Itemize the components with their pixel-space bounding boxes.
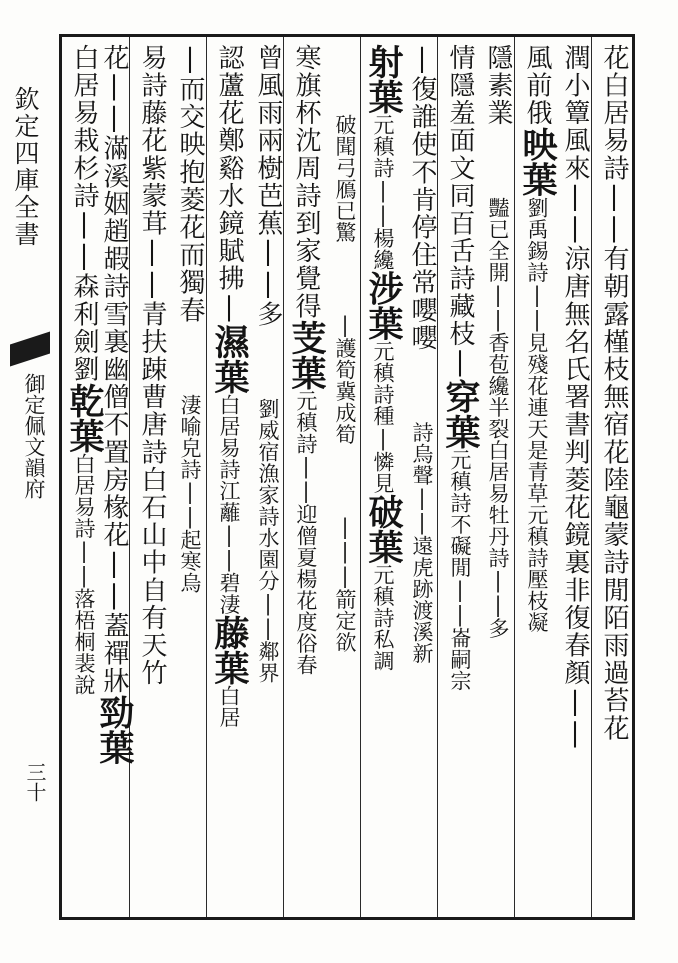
text-run: 潤小簟風來||涼唐無名氏署書判菱花鏡裏非復春顏||: [560, 44, 590, 750]
text-column-10: [248, 44, 288, 914]
text-run: 曾風雨兩樹芭蕉||多: [253, 44, 283, 328]
text-run: 隱素業: [483, 44, 513, 127]
commentary-run: 淒喻皃詩||起寒烏: [178, 394, 202, 594]
book-title: 欽定四庫全書: [11, 86, 40, 248]
commentary-run: 劉禹錫詩||見殘花連天是青草元稹詩壓枝凝: [525, 196, 549, 633]
commentary-run: 元稹詩種|憐見: [371, 340, 395, 494]
commentary-run: 破聞弓鴈已驚: [333, 114, 357, 243]
commentary-run: 豔已全開||香苞纔半裂白居易牡丹詩||多: [486, 196, 510, 639]
commentary-run: 劉威宿漁家詩水園分||鄰界: [256, 398, 280, 684]
text-run: |而交映抱菱花而獨春: [175, 44, 205, 324]
book-subtitle: 御定佩文韻府: [22, 373, 46, 499]
text-column-11: [209, 44, 249, 914]
commentary-run: 元稹詩||楊纔: [371, 114, 395, 271]
page-header-margin: [0, 40, 56, 920]
commentary-run: 元稹詩不礙閒||崙嗣宗: [448, 449, 472, 692]
text-column-2: [555, 44, 595, 914]
headword: 藤葉: [209, 615, 250, 685]
text-column-12: [170, 44, 210, 914]
page-number: 三十: [23, 762, 47, 802]
headword: 映葉: [517, 126, 558, 197]
text-run: 情隱羞面文同百舌詩藏枝|: [445, 44, 475, 380]
text-column-6: [402, 44, 442, 914]
headword: 勁葉: [94, 694, 135, 765]
headword: 射葉: [363, 44, 404, 114]
text-run: 花白居易詩||有朝露槿枝無宿花陸龜蒙詩閒陌雨過苔花: [599, 44, 629, 742]
text-column-5: [440, 44, 480, 914]
text-column-1: [594, 44, 634, 914]
headword: 穿葉: [440, 379, 481, 450]
text-run: |復誰使不肯停住常嚶嚶: [407, 44, 437, 352]
commentary-run: 白居易詩||落梧桐裴說: [72, 453, 96, 696]
headword: 涉葉: [363, 270, 404, 341]
commentary-run: 詩烏聲||遠虎跡渡溪新: [410, 421, 434, 665]
headword: 濕葉: [209, 324, 250, 394]
commentary-run: |護筍冀成筍: [333, 313, 357, 445]
text-run: 風前俄: [522, 44, 552, 127]
commentary-run: 元稹詩私調: [371, 564, 395, 672]
text-run: 寒旗杯沈周詩到家覺得: [291, 44, 321, 320]
headword: 乾葉: [64, 383, 105, 454]
headword: 破葉: [363, 494, 404, 564]
text-column-4: [478, 44, 518, 914]
text-run: 花||滿溪姻趙嘏詩雪裏幽僧不置房椽花||蓋禪牀: [99, 44, 129, 695]
text-column-13: [132, 44, 172, 914]
headword: 芰葉: [286, 320, 327, 390]
commentary-run: |||箭定欲: [333, 515, 357, 653]
text-run: 白居易栽杉詩||森利劍劉: [69, 44, 99, 384]
text-run: 易詩藤花紫蒙茸||青扶踈曹唐詩白石山中自有天竹: [137, 44, 167, 687]
fishtail-ornament-icon: [10, 332, 50, 367]
text-column-3: [517, 44, 557, 914]
commentary-run: 白居: [217, 685, 241, 728]
commentary-run: 白居易詩江蘺||碧淒: [217, 394, 241, 615]
text-column-8: [325, 44, 365, 914]
text-column-15: [64, 44, 104, 914]
text-column-7: [363, 44, 403, 914]
text-column-9: [286, 44, 326, 914]
text-run: 認蘆花鄭谿水鏡賦拂|: [214, 44, 244, 324]
commentary-run: 元稹詩||迎僧夏楊花度俗春: [294, 390, 318, 676]
